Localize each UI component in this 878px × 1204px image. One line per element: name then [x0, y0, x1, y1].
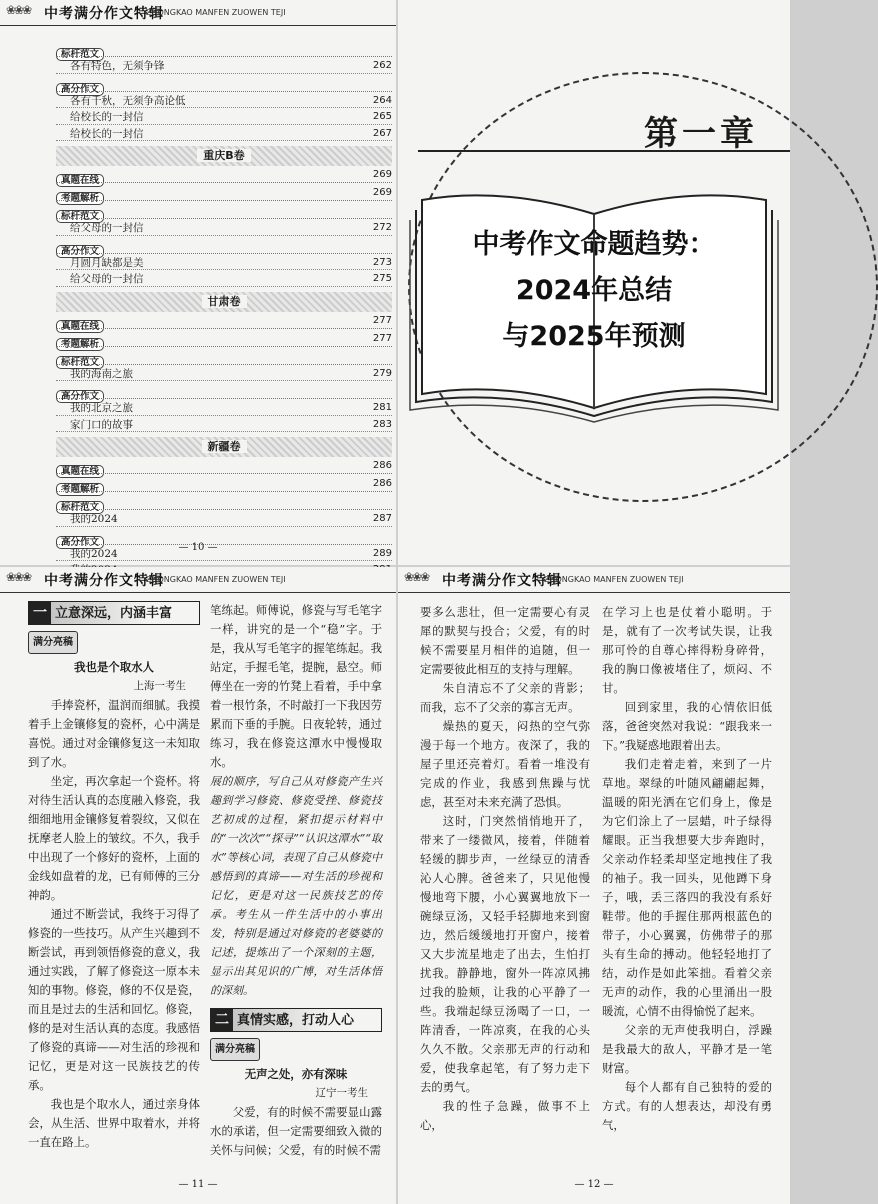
section-heading — [28, 601, 200, 625]
chapter-label: 第一章 — [644, 114, 758, 154]
section-tag-label: 标杆范文 — [56, 210, 104, 223]
toc-entry-title: 各有特色，无须争锋 — [70, 60, 165, 72]
toc-entry-title: 各有千秋，无须争高论低 — [70, 94, 186, 107]
badge-tag: 满分亮稿 — [210, 1038, 260, 1061]
series-logo: 中考满分作文特辑 — [442, 573, 562, 589]
section-tag-label: 高分作文 — [56, 83, 104, 96]
toc-entry-title: 给校长的一封信 — [70, 127, 144, 140]
toc-entry — [56, 220, 392, 237]
toc-section-tag — [56, 495, 392, 511]
toc-entry — [56, 511, 392, 528]
section-title: 真情实感，打动人心 — [237, 1012, 355, 1028]
toc-section-tag — [56, 332, 392, 348]
page-number: — 12 — — [574, 1179, 614, 1190]
paragraph: 朱自清忘不了父亲的背影；而我，忘不了父亲的寡言无声。 — [420, 681, 590, 714]
essay-title: 无声之处，亦有深味 — [244, 1067, 348, 1081]
toc-entry-title: 家门口的故事 — [70, 418, 133, 431]
paragraph: 每个人都有自己独特的爱的方式。有的人想表达，却没有勇气， — [602, 1080, 772, 1132]
section-tag-label: 高分作文 — [56, 245, 104, 258]
page-12 — [398, 567, 790, 1204]
section-tag-label: 真题在线 — [56, 465, 104, 478]
section-number: 一 — [29, 602, 51, 624]
toc-entry-title: 我的北京之旅 — [70, 402, 133, 414]
toc-section-tag — [56, 459, 392, 475]
region-label: 重庆B卷 — [197, 149, 250, 162]
toc-page-number: 277 — [372, 332, 392, 344]
toc-entry-title: 给父母的一封信 — [70, 222, 144, 234]
paragraph: 这时，门突然悄悄地开了，带来了一缕微风，接着，伴随着轻缓的脚步声，一丝绿豆的清香沁人心脾。爸爸来了，只见他慢慢地弯下腰，小心翼翼地放下一碗绿豆汤，又轻手轻脚地来到窗边，然后缓缓地打开窗户，接着又大步流星地走了出去，生怕打扰我。静静地，窗外一阵凉风拂过我的脸颊，让我的心平静了一些。我端起绿豆汤喝了一口，一阵清香，一阵凉爽，在我的心头久久不散。父亲那无声的行动和爱，使我拿起笔，有了努力走下去的勇气。 — [420, 814, 590, 1094]
toc-page-number: 275 — [372, 273, 392, 284]
toc-section-tag — [56, 77, 392, 93]
toc-page-number: 273 — [372, 256, 392, 268]
page-header — [0, 0, 396, 26]
paragraph: 父爱，有的时候不需要显山露水的承诺，但一定需要细致入微的关怀与问候；父爱，有的时候不需 — [210, 1105, 382, 1157]
paragraph: 在学习上也是仗着小聪明。于是，就有了一次考试失误，让我那可怜的自尊心摔得粉身碎骨，我的胸口像被堵住了，烦闷、不甘。 — [602, 605, 772, 695]
column-right — [602, 603, 772, 1135]
region-label: 新疆卷 — [202, 440, 247, 453]
flower-icon: ❀❀❀ — [6, 3, 31, 17]
region-label: 甘肃卷 — [202, 295, 247, 308]
series-logo: 中考满分作文特辑 — [44, 573, 164, 589]
toc-page-number: 277 — [372, 314, 392, 326]
flower-icon: ❀❀❀ — [6, 570, 31, 584]
section-number: 二 — [211, 1009, 233, 1031]
toc-region-heading — [56, 146, 392, 166]
series-logo: 中考满分作文特辑 — [44, 6, 164, 22]
toc-page-number: 269 — [372, 169, 392, 180]
series-pinyin: ZHONGKAO MANFEN ZUOWEN TEJI — [146, 575, 286, 584]
section-heading — [210, 1008, 382, 1032]
chapter-title-line2: 2024年总结 — [515, 275, 673, 306]
section-tag-label: 真题在线 — [56, 320, 104, 333]
essay-body — [28, 696, 200, 1152]
paragraph: 手捧瓷杯，温润而细腻。我摸着手上金镶修复的瓷杯，心中满是喜悦。通过对金镶修复这一未知取到了水。 — [28, 698, 200, 769]
toc-page-number: 264 — [372, 94, 392, 106]
toc-section-tag — [56, 204, 392, 220]
toc-section-tag — [56, 42, 392, 58]
paragraph: 坐定，再次拿起一个瓷杯。将对待生活认真的态度融入修瓷，我细细地用金镶修复着裂纹，又似在抚摩老人脸上的皱纹。不久，我手中出现了一个修好的瓷杯，上面的金线如盘着的龙，已有师傅的三分神韵。 — [28, 774, 200, 902]
paragraph: 通过不断尝试，我终于习得了修瓷的一些技巧。从产生兴趣到不断尝试，再到领悟修瓷的意义，我通过实践，了解了修瓷这一原本未知的事物。修瓷，修的不仅是瓷，而且是过去的生活和回忆。修瓷，修的是对生活认真的态度。我感悟了修瓷的真谛——对生活的珍视和记忆，更是对这一民族技艺的传承。 — [28, 907, 200, 1092]
chapter-rule — [418, 150, 790, 152]
toc-region-heading — [56, 292, 392, 312]
section-tag-label: 考题解析 — [56, 483, 104, 496]
toc-page-number: 286 — [372, 460, 392, 471]
series-pinyin: ZHONGKAO MANFEN ZUOWEN TEJI — [544, 575, 684, 584]
toc-entry-title: 给校长的一封信 — [70, 111, 144, 123]
toc-section-tag — [56, 314, 392, 330]
section-title: 立意深远，内涵丰富 — [55, 605, 173, 621]
toc-region-heading — [56, 437, 392, 457]
toc-section-tag — [56, 477, 392, 493]
toc-page-number: 286 — [372, 478, 392, 489]
section-tag-label: 考题解析 — [56, 192, 104, 205]
toc-entry — [56, 93, 392, 110]
section-tag-label: 标杆范文 — [56, 501, 104, 514]
toc-entry-title: 我的2024 — [70, 513, 118, 525]
column-left — [28, 601, 200, 1152]
toc-entry — [56, 58, 392, 75]
column-left — [420, 603, 590, 1135]
paragraph: 我的性子急躁，做事不上心， — [420, 1099, 590, 1132]
essay-body-cont — [210, 601, 382, 772]
toc-section-tag — [56, 168, 392, 184]
toc-entry — [56, 255, 392, 272]
toc-entry — [56, 366, 392, 383]
paragraph: 回到家里，我的心情依旧低落，爸爸突然对我说：“跟我来一下。”我疑惑地跟着出去。 — [602, 700, 772, 752]
toc-page-number: 279 — [372, 367, 392, 379]
toc-entry — [56, 109, 392, 126]
section-tag-label: 标杆范文 — [56, 48, 104, 61]
page-header — [398, 567, 790, 593]
badge-tag: 满分亮稿 — [28, 631, 78, 654]
toc-page-number: 265 — [372, 111, 392, 122]
toc-section-tag — [56, 186, 392, 202]
toc-section-tag — [56, 239, 392, 255]
toc-page-number: 269 — [372, 187, 392, 198]
toc-page — [0, 0, 396, 565]
paragraph: 我们走着走着，来到了一片草地。翠绿的叶随风翩翩起舞，温暖的阳光洒在它们身上，像是为它们涂上了一层蜡，叶子绿得耀眼。正当我想要大步奔跑时，父亲动作轻柔却坚定地拽住了我的袖子。我一回头，见他蹲下身子，哦，丢三落四的我没有系好鞋带。他的手握住那两根蓝色的带子，小心翼翼，仿佛带子的那头有生命的搏动。他轻轻地打了结，动作是如此笨拙。看着父亲无声的动作，我的心里涌出一股暖流，心情不由得愉悦了起来。 — [602, 757, 772, 1018]
toc-page-number: 283 — [372, 418, 392, 430]
paragraph: 笔练起。师傅说，修瓷与写毛笔字一样，讲究的是一个“稳”字。于是，我从写毛笔字的握笔练起。我站定，手握毛笔，提腕，悬空。师傅坐在一旁的竹凳上看着，手中拿着一根竹条，不时敲打一下我因劳累而下垂的手腕。日夜轮转，通过练习，我在修瓷这潭水中慢慢取水。 — [210, 603, 382, 769]
toc-entry — [56, 417, 392, 434]
essay-author: 上海一考生 — [133, 680, 186, 692]
toc-section-tag — [56, 350, 392, 366]
column-right — [210, 601, 382, 1160]
toc-page-number: 262 — [372, 60, 392, 71]
chapter-page — [398, 0, 790, 565]
toc-page-number: 267 — [372, 127, 392, 139]
chapter-title-line1: 中考作文命题趋势： — [472, 229, 716, 260]
paragraph: 要多么悲壮，但一定需要心有灵犀的默契与投合；父爱，有的时候不需要星月相伴的追随，但一定需要彼此相互的支持与理解。 — [420, 605, 590, 676]
paragraph: 父亲的无声使我明白，浮躁是我最大的敌人，平静才是一笔财富。 — [602, 1023, 772, 1075]
toc-page-number: 289 — [372, 547, 392, 559]
paragraph: 燥热的夏天，闷热的空气弥漫于每一个地方。夜深了，我的屋子里还亮着灯。看着一堆没有完成的作业，我感到焦躁与忧虑，甚至对未来充满了恐惧。 — [420, 719, 590, 809]
flower-icon: ❀❀❀ — [404, 570, 429, 584]
table-of-contents — [56, 40, 392, 579]
chapter-title-line3: 与2025年预测 — [502, 321, 686, 352]
essay-title: 我也是个取水人 — [74, 660, 154, 674]
toc-page-number: 287 — [372, 513, 392, 524]
toc-section-tag — [56, 384, 392, 400]
section-tag-label: 高分作文 — [56, 390, 104, 403]
section-tag-label: 真题在线 — [56, 174, 104, 187]
toc-entry-title: 给父母的一封信 — [70, 273, 144, 285]
toc-entry — [56, 271, 392, 288]
section-tag-label: 考题解析 — [56, 338, 104, 351]
series-pinyin: ZHONGKAO MANFEN ZUOWEN TEJI — [146, 8, 286, 17]
page-number: — 10 — — [178, 542, 218, 553]
paragraph: 我也是个取水人，通过亲身体会，从生活、世界中取着水，并将一直在路上。 — [28, 1097, 200, 1149]
essay-author: 辽宁一考生 — [315, 1087, 368, 1099]
toc-entry — [56, 126, 392, 143]
section-tag-label: 高分作文 — [56, 536, 104, 549]
page-11 — [0, 567, 396, 1204]
toc-entry — [56, 400, 392, 417]
teacher-comment: 展的顺序，写自己从对修瓷产生兴趣到学习修瓷、修瓷受挫、修瓷技艺初成的过程，紧扣提示材料中的“一次次”“探寻”“认识这潭水”“取水”等核心词，表现了自己从修瓷中感悟到的真谛——对生活的珍视和记忆，更是对这一民族技艺的传承。考生从一件生活中的小事出发，特别是通过对修瓷的老婆婆的记述，提炼出了一个深刻的主题，显示出其见识的广博，对生活体悟的深刻。 — [210, 775, 382, 997]
page-number: — 11 — — [178, 1179, 218, 1190]
toc-entry-title: 我的2024 — [70, 547, 118, 560]
toc-page-number: 281 — [372, 402, 392, 413]
toc-entry-title: 月圆月缺都是美 — [70, 256, 144, 269]
toc-page-number: 272 — [372, 222, 392, 233]
page-header — [0, 567, 396, 593]
toc-entry-title: 我的海南之旅 — [70, 367, 133, 380]
section-tag-label: 标杆范文 — [56, 356, 104, 369]
